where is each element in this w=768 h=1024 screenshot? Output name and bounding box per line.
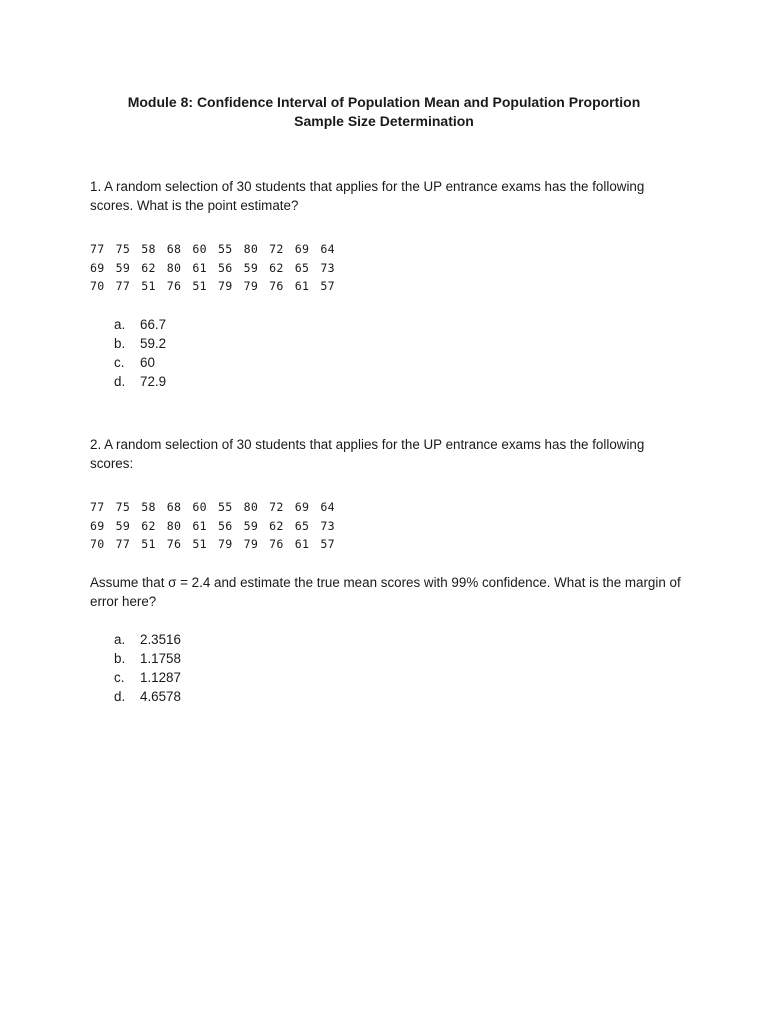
score-value: 65: [294, 260, 310, 275]
score-value: 55: [217, 242, 233, 256]
option-letter: a.: [114, 317, 126, 332]
score-value: 70: [90, 279, 105, 293]
option-text: 2.3516: [140, 632, 181, 647]
score-value: 59: [115, 518, 131, 533]
score-value: 79: [243, 537, 259, 551]
option-text: 66.7: [140, 317, 167, 332]
score-value: 61: [192, 260, 207, 275]
score-value: 64: [320, 242, 335, 256]
option-letter: a.: [114, 632, 126, 647]
option-letter: d.: [114, 374, 126, 389]
page-subtitle: Sample Size Determination: [294, 113, 474, 129]
score-value: 62: [269, 260, 284, 275]
question-2-options: [114, 630, 181, 706]
option-letter: b.: [114, 336, 126, 351]
score-value: 79: [217, 279, 233, 293]
score-value: 60: [192, 242, 207, 256]
score-value: 73: [320, 518, 335, 533]
question-2-followup: Assume that σ = 2.4 and estimate the true mean scores with 99% confidence. What is the margin of error here?: [90, 575, 681, 609]
score-row: [90, 535, 346, 554]
score-value: 62: [141, 518, 156, 533]
score-value: 68: [166, 242, 182, 256]
answer-option: [114, 687, 181, 706]
score-value: 51: [141, 279, 156, 293]
question-1-scores-table: [90, 240, 346, 296]
score-value: 72: [269, 242, 284, 256]
option-letter: d.: [114, 689, 126, 704]
score-value: 58: [141, 500, 156, 514]
score-value: 59: [243, 260, 259, 275]
score-value: 51: [192, 537, 207, 551]
score-value: 80: [166, 518, 182, 533]
score-value: 77: [90, 242, 105, 256]
score-value: 76: [269, 537, 284, 551]
page-title: Module 8: Confidence Interval of Population Mean and Population Proportion: [127, 94, 641, 110]
score-value: 56: [217, 260, 233, 275]
score-value: 59: [243, 518, 259, 533]
score-value: 57: [320, 279, 335, 293]
score-value: 64: [320, 500, 335, 514]
score-value: 79: [217, 537, 233, 551]
score-value: 69: [294, 500, 310, 514]
score-value: 80: [243, 242, 259, 256]
score-value: 77: [90, 500, 105, 514]
score-value: 68: [166, 500, 182, 514]
answer-option: [114, 649, 181, 668]
score-value: 77: [115, 537, 131, 551]
score-value: 55: [217, 500, 233, 514]
score-value: 76: [269, 279, 284, 293]
option-text: 60: [140, 355, 155, 370]
score-value: 65: [294, 518, 310, 533]
score-value: 76: [166, 279, 182, 293]
score-row: [90, 259, 346, 278]
score-value: 77: [115, 279, 131, 293]
answer-option: [114, 334, 166, 353]
answer-option: [114, 315, 166, 334]
score-value: 62: [141, 260, 156, 275]
score-row: [90, 498, 346, 517]
answer-option: [114, 372, 166, 391]
option-text: 59.2: [140, 336, 167, 351]
score-row: [90, 240, 346, 259]
score-value: 59: [115, 260, 131, 275]
score-value: 56: [217, 518, 233, 533]
score-value: 51: [192, 279, 207, 293]
question-1-options: [114, 315, 166, 391]
score-value: 57: [320, 537, 335, 551]
score-value: 69: [90, 260, 105, 275]
question-2-scores-table: [90, 498, 346, 554]
question-2-prompt: 2. A random selection of 30 students that applies for the UP entrance exams has the following scores:: [90, 437, 645, 471]
option-text: 1.1287: [140, 670, 181, 685]
question-1-prompt: 1. A random selection of 30 students that applies for the UP entrance exams has the following scores. What is the point estimate?: [90, 179, 645, 213]
score-value: 62: [269, 518, 284, 533]
score-value: 73: [320, 260, 335, 275]
score-value: 80: [166, 260, 182, 275]
score-value: 69: [294, 242, 310, 256]
score-value: 61: [192, 518, 207, 533]
score-value: 60: [192, 500, 207, 514]
score-row: [90, 517, 346, 536]
score-row: [90, 277, 346, 296]
score-value: 70: [90, 537, 105, 551]
score-value: 72: [269, 500, 284, 514]
score-value: 79: [243, 279, 259, 293]
score-value: 75: [115, 242, 131, 256]
score-value: 58: [141, 242, 156, 256]
option-text: 4.6578: [140, 689, 181, 704]
option-text: 72.9: [140, 374, 167, 389]
score-value: 75: [115, 500, 131, 514]
score-value: 61: [294, 537, 310, 551]
answer-option: [114, 668, 181, 687]
score-value: 61: [294, 279, 310, 293]
score-value: 80: [243, 500, 259, 514]
option-letter: c.: [114, 670, 125, 685]
score-value: 51: [141, 537, 156, 551]
score-value: 76: [166, 537, 182, 551]
answer-option: [114, 630, 181, 649]
option-letter: b.: [114, 651, 126, 666]
answer-option: [114, 353, 166, 372]
option-text: 1.1758: [140, 651, 181, 666]
option-letter: c.: [114, 355, 125, 370]
score-value: 69: [90, 518, 105, 533]
